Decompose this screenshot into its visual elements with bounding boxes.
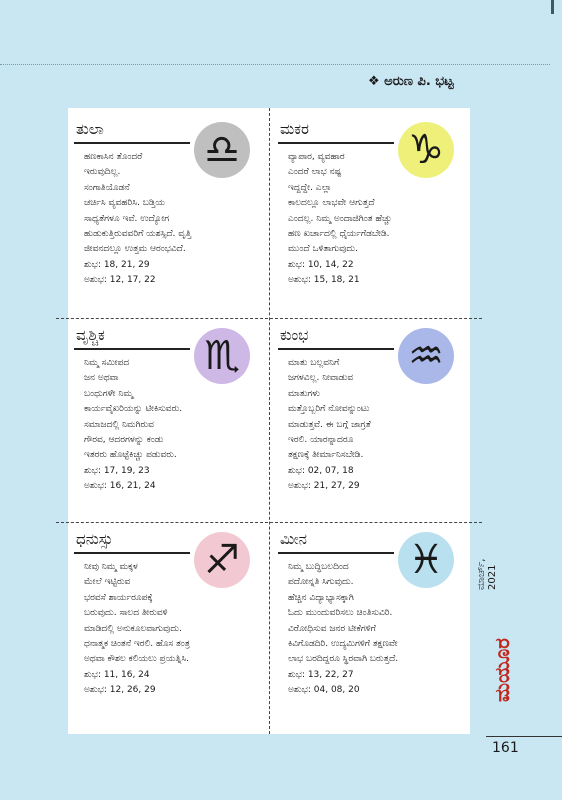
prediction-line: ಜನ ಅಥವಾ [84,373,119,384]
prediction-line: ಮಾಡಿದಲ್ಲಿ ಅನುಕೂಲವಾಗುವುದು. [84,623,182,634]
prediction-line: ಮತ್ತೊಬ್ಬರಿಗೆ ನೋವನ್ನುಂಟು [288,404,370,415]
prediction-line: ಕಿವಿಗೊಡದಿರಿ. ಉದ್ಯಮಿಗಳಿಗೆ ತಕ್ಷಣವೇ [288,639,398,650]
prediction-line: ಹೆಚ್ಚಿನ ವಿದ್ಯಾಭ್ಯಾಸಕ್ಕಾಗಿ [288,592,354,603]
lucky-dates: ಶುಭ: 18, 21, 29 [84,259,150,270]
prediction-line: ಚರ್ಚಿಸಿ ವ್ಯವಹರಿಸಿ. ಬಡ್ತಿಯ [84,198,165,209]
title-underline [278,552,394,554]
horoscope-panel [68,108,470,734]
title-underline [278,348,394,350]
prediction-text [84,150,256,289]
libra-scales-icon: ♎ [204,127,240,173]
prediction-line: ಧನಾತ್ಮಕ ಚಿಂತನೆ ಇರಲಿ. ಹೊಸ ತಂತ್ರ [84,639,190,650]
sign-card [70,318,256,518]
prediction-line: ವಿರೋಧಿಸುವ ಜನರ ಟೀಕೆಗಳಿಗೆ [288,623,376,634]
prediction-text [288,150,460,289]
prediction-line: ಓದು ಮುಂದುವರಿಸಲು ಚಿಂತಿಸುವಿರಿ. [288,608,393,619]
unlucky-dates: ಅಶುಭ: 12, 26, 29 [84,685,156,696]
prediction-line: ಸಮಾಜದಲ್ಲಿ ನಿಮಗಿರುವ [84,419,154,430]
sign-card [274,318,460,518]
prediction-line: ನಿಮ್ಮ ಬುದ್ಧಿಬಲದಿಂದ [288,562,349,572]
prediction-line: ಭರವಸೆ ಶಾರ್ಯರೂಪಕ್ಕೆ [84,592,153,603]
prediction-line: ಜಗಳವಿಲ್ಲ. ನೀವಾಡುವ [288,373,354,384]
prediction-line: ಬಂಧುಗಳೇ ನಿಮ್ಮ [84,388,134,399]
prediction-line: ಮುಂದೆ ಒಳಿತಾಗುವುದು. [288,244,358,255]
prediction-line: ಮಾಡುತ್ತವೆ. ಈ ಬಗ್ಗೆ ಜಾಗ್ರತೆ [288,419,371,430]
prediction-line: ಲಾಭ ಬರದಿದ್ದರೂ ಸ್ಥಿರವಾಗಿ ಬರುತ್ತದೆ. [288,654,399,665]
prediction-line: ತಕ್ಷಣಕ್ಕೆ ತೀರ್ಮಾನಿಸಬೇಡಿ. [288,450,364,461]
sagittarius-archer-icon: ♐ [204,537,240,583]
unlucky-dates: ಅಶುಭ: 04, 08, 20 [288,685,360,696]
pisces-fish-icon: ♓ [408,537,444,583]
sign-name: ಧನುಸ್ಸು [76,530,113,548]
magazine-logo: ಮಯೂರ [490,638,514,702]
prediction-line: ಮೇಲೆ ಇಟ್ಟಿರುವ [84,577,131,588]
sign-name: ಮೀನ [280,530,308,548]
prediction-line: ಕಾಲದಲ್ಲೂ ಲಾಭವೇ ಆಗುತ್ತದೆ [288,198,375,209]
lucky-dates: ಶುಭ: 11, 16, 24 [84,669,150,680]
prediction-line: ಹುಡುಕುತ್ತಿರುವವರಿಗೆ ಯಶಸ್ಸಿದೆ. ವೃತ್ತಿ [84,229,192,240]
prediction-line: ಜೀವನದಲ್ಲೂ ಉತ್ತಮ ಆರಂಭವಿದೆ. [84,244,186,255]
prediction-line: ಕಾರ್ಯವೈಖರಿಯನ್ನು ಟೀಕಿಸುವರು. [84,404,183,415]
title-underline [74,348,190,350]
prediction-text [84,560,256,699]
scorpio-scorpion-icon: ♏ [204,333,240,379]
sign-name: ತುಲಾ [76,120,104,138]
prediction-line: ಹಣಕಾಸಿನ ತೊಂದರೆ [84,152,143,162]
title-underline [74,142,190,144]
lucky-dates: ಶುಭ: 02, 07, 18 [288,465,354,476]
prediction-line: ಸಾಧ್ಯತೆಗಳೂ ಇವೆ. ಉದ್ಯೋಗ [84,213,170,224]
prediction-line: ಗೌರವ, ಆದರಗಳನ್ನು ಕಂಡು [84,435,164,446]
prediction-line: ಮಾತು ಬಲ್ಲವನಿಗೆ [288,358,340,368]
prediction-line: ಇತರರು ಹೊಟ್ಟೆಕಿಚ್ಚು ಪಡುವರು. [84,450,177,461]
sign-card [70,112,256,312]
prediction-line: ಪದೋನ್ನತಿ ಸಿಗುವುದು. [288,577,354,588]
prediction-line: ಇದ್ದದ್ದೇ. ಎಲ್ಲಾ [288,182,332,193]
sign-name: ವೃಶ್ಚಿಕ [76,326,105,344]
prediction-line: ಇರಲಿ. ಯಾರನ್ನಾದರೂ [288,435,354,446]
title-underline [74,552,190,554]
sign-name: ಮಕರ [280,120,309,138]
column-divider [269,108,270,734]
prediction-line: ಸಂಗಾತಿಯೊಡನೆ [84,182,130,193]
sign-card [70,522,256,722]
prediction-line: ಎಂದಲ್ಲ. ನಿಮ್ಮ ಅಂದಾಜಿಗಿಂತ ಹೆಚ್ಚು [288,213,392,224]
sign-card [274,522,460,722]
prediction-line: ನೀವು ನಿಮ್ಮ ಮಕ್ಕಳ [84,562,138,572]
corner-mark [551,0,554,14]
unlucky-dates: ಅಶುಭ: 12, 17, 22 [84,275,156,286]
author-byline: ❖ ಅರುಣ ಪಿ. ಭಟ್ಟ [368,74,454,89]
header-rule [0,64,550,65]
prediction-line: ನಿಮ್ಮ ಸಮೀಪದ [84,358,130,368]
title-underline [278,142,394,144]
prediction-line: ವ್ಯಾಪಾರ, ವ್ಯವಹಾರ [288,152,345,162]
prediction-text [84,356,256,495]
prediction-line: ಇರುವುದಿಲ್ಲ. [84,167,121,178]
lucky-dates: ಶುಭ: 10, 14, 22 [288,259,354,270]
prediction-line: ಬರುವುದು. ಸಾಲದ ತೀರುವಳಿ [84,608,168,619]
capricorn-icon: ♑ [408,127,444,173]
sign-name: ಕುಂಭ [280,326,309,344]
unlucky-dates: ಅಶುಭ: 15, 18, 21 [288,275,360,286]
prediction-text [288,560,460,699]
page-number-rule [486,736,562,737]
prediction-line: ಹಣ ಖರ್ಚಾದಲ್ಲಿ ಧೈರ್ಯಗೆಡಬೇಡಿ. [288,229,390,240]
prediction-line: ಎಂದರೆ ಲಾಭ ನಷ್ಟ [288,167,342,178]
unlucky-dates: ಅಶುಭ: 21, 27, 29 [288,481,360,492]
sign-card [274,112,460,312]
issue-date: ಮಾರ್ಚ್, 2021 [476,558,498,590]
prediction-text [288,356,460,495]
unlucky-dates: ಅಶುಭ: 16, 21, 24 [84,481,156,492]
lucky-dates: ಶುಭ: 17, 19, 23 [84,465,150,476]
page-number: 161 [492,740,519,756]
aquarius-pot-icon: ♒ [408,333,444,379]
prediction-line: ಮಾತುಗಳು [288,388,320,399]
prediction-line: ಅಥವಾ ಕೌಶಲ ಕಲಿಯಲು ಪ್ರಯತ್ನಿಸಿ. [84,654,189,665]
lucky-dates: ಶುಭ: 13, 22, 27 [288,669,354,680]
